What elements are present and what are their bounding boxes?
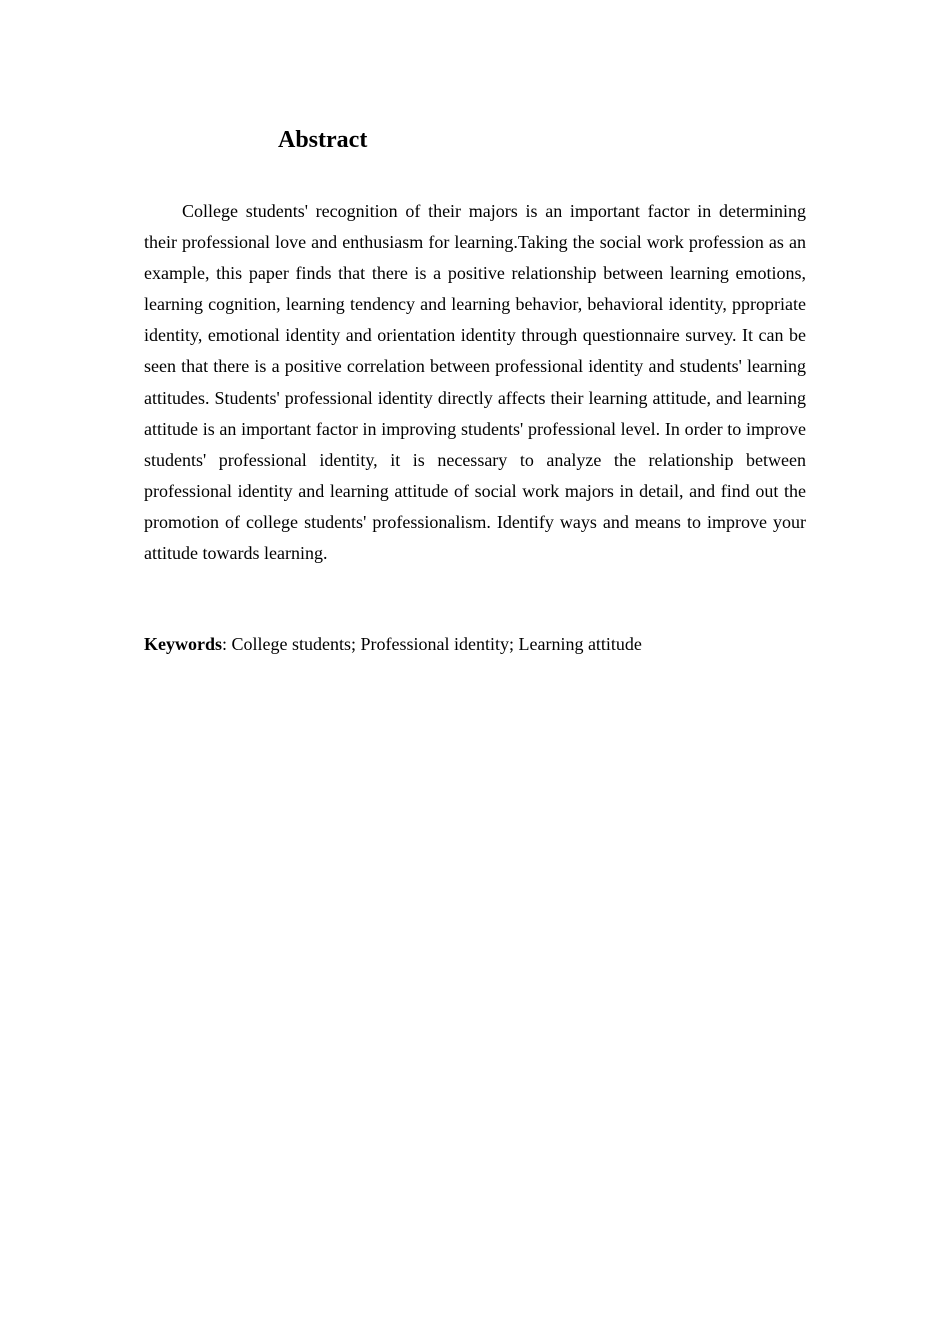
abstract-paragraph: College students' recognition of their majors is an important factor in determining their professional love and enthusiasm for learning.Taking the social work profession as an example, this paper finds that there is a positive relationship between learning emotions, learning cognition, learning tendency and learning behavior, behavioral identity, ppropriate identity, emotional identity and orientation identity through questionnaire survey. It can be seen that there is a positive correlation between professional identity and students' learning attitudes. Students' professional identity directly affects their learning attitude, and learning attitude is an important factor in improving students' professional level. In order to improve students' professional identity, it is necessary to analyze the relationship between professional identity and learning attitude of social work majors in detail, and find out the promotion of college students' professionalism. Identify ways and means to improve your attitude towards learning. — [144, 201, 806, 564]
keywords-value: : College students; Professional identity; Learning attitude — [222, 634, 642, 654]
keywords-line — [144, 629, 806, 660]
page-title: Abstract — [278, 127, 368, 153]
keywords-label: Keywords — [144, 634, 222, 654]
